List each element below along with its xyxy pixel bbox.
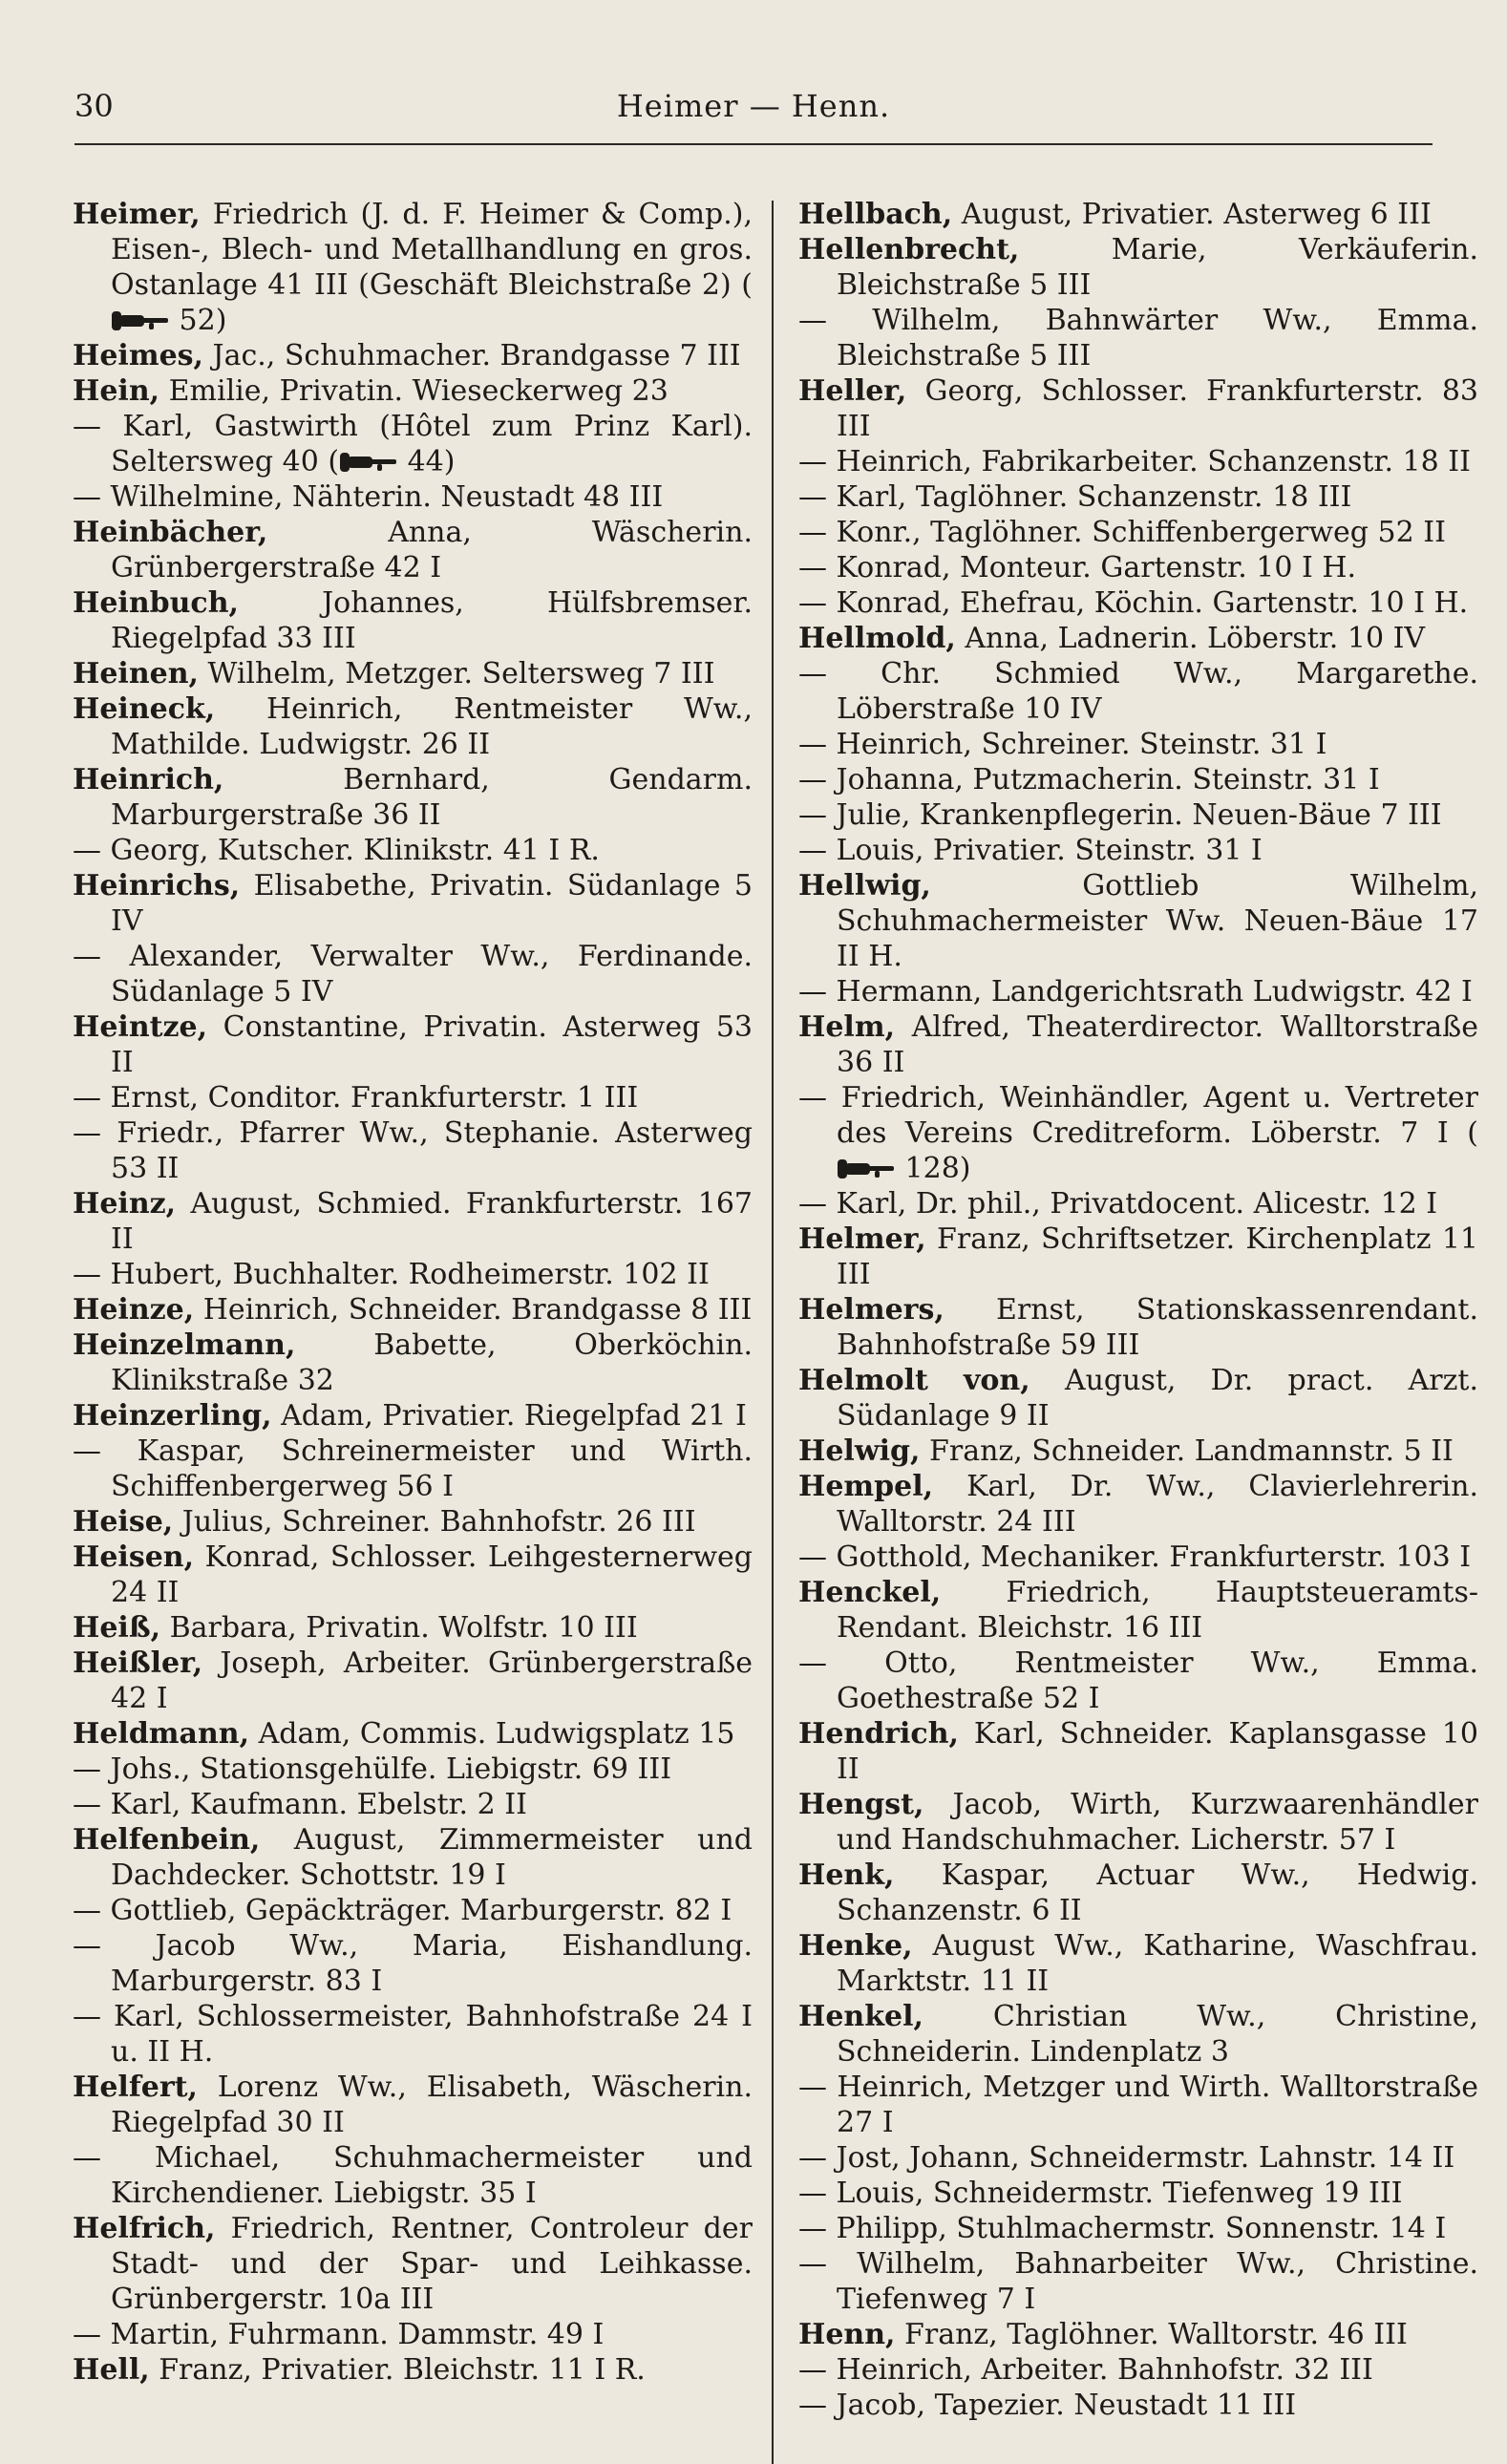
entry-details: — Wilhelm, Bahnarbeiter Ww., Christine. Tiefenweg 7 I [798,2247,1478,2316]
entry-surname: Hengst, [798,1788,924,1821]
entry-details: — Konr., Taglöhner. Schiffenbergerweg 52 II [798,516,1446,549]
directory-entry [73,197,753,338]
directory-entry [73,373,753,409]
entry-details: Karl, Schneider. Kaplansgasse 10 II [837,1717,1478,1786]
entry-surname: Heißler, [73,1646,203,1680]
directory-entry [73,1434,753,1504]
entry-details: Adam, Privatier. Riegelpfad 21 I [281,1399,747,1433]
entry-surname: Heimer, [73,198,201,231]
directory-entry [73,1893,753,1928]
telephone-number: 128) [896,1152,971,1185]
entry-details: Anna, Wäscherin. Grünbergerstraße 42 I [111,516,753,584]
entry-details: Adam, Commis. Ludwigsplatz 15 [258,1717,735,1751]
entry-details: Karl, Dr. Ww., Clavierlehrerin. Walltorstr. 24 III [837,1470,1478,1539]
directory-entry [798,1221,1478,1292]
directory-entry [798,197,1478,232]
directory-entry [73,585,753,656]
entry-details: August, Dr. pract. Arzt. Südanlage 9 II [837,1364,1479,1433]
entry-details: Franz, Schriftsetzer. Kirchenplatz 11 III [837,1222,1478,1291]
directory-entry [798,550,1478,585]
entry-details: — Karl, Schlossermeister, Bahnhofstraße 24 I u. II H. [73,2000,753,2069]
entry-surname: Heisen, [73,1540,195,1574]
entry-details: — Ernst, Conditor. Frankfurterstr. 1 III [73,1081,639,1115]
directory-entry [73,1292,753,1328]
entry-details: Jac., Schuhmacher. Brandgasse 7 III [212,339,741,372]
directory-entry [798,1363,1478,1434]
right-column [798,197,1478,2423]
directory-entry [73,515,753,585]
entry-surname: Heinzelmann, [73,1328,296,1362]
directory-entry [73,479,753,515]
entry-details: — Michael, Schuhmachermeister und Kirchendiener. Liebigstr. 35 I [73,2141,753,2210]
directory-entry [798,2176,1478,2211]
directory-entry [73,833,753,868]
entry-details: Jacob, Wirth, Kurzwaarenhändler und Handschuhmacher. Licherstr. 57 I [837,1788,1478,1857]
directory-entry [73,939,753,1009]
entry-surname: Helfrich, [73,2212,216,2245]
entry-details: Georg, Schlosser. Frankfurterstr. 83 III [837,374,1478,443]
entry-details: — Jacob Ww., Maria, Eishandlung. Marburgerstr. 83 I [73,1929,753,1998]
directory-entry [73,762,753,833]
directory-entry [798,2352,1478,2388]
directory-entry [798,232,1478,303]
entry-surname: Helmolt von, [798,1364,1030,1397]
entry-details: Friedrich, Rentner, Controleur der Stadt- und der Spar- und Leihkasse. Grünbergerstr. 10a III [111,2212,753,2316]
left-column [73,197,753,2388]
directory-entry [798,727,1478,762]
directory-entry [798,868,1478,974]
entry-details: August, Schmied. Frankfurterstr. 167 II [111,1187,753,1256]
entry-details: Franz, Taglöhner. Walltorstr. 46 III [904,2318,1408,2351]
entry-details: — Friedrich, Weinhändler, Agent u. Vertreter des Vereins Creditreform. Löberstr. 7 I ( [798,1081,1478,1150]
directory-entry [73,1115,753,1186]
entry-details: — Philipp, Stuhlmachermstr. Sonnenstr. 14 I [798,2212,1447,2245]
entry-surname: Heintze, [73,1010,208,1044]
entry-surname: Henk, [798,1859,895,1892]
entry-details: — Hermann, Landgerichtsrath Ludwigstr. 42 I [798,975,1473,1009]
entry-details: Friedrich, Hauptsteueramts-Rendant. Bleichstr. 16 III [837,1576,1478,1645]
directory-entry [73,1928,753,1999]
directory-entry [73,1787,753,1822]
entry-details: Christian Ww., Christine, Schneiderin. Lindenplatz 3 [837,2000,1478,2069]
entry-details: — Friedr., Pfarrer Ww., Stephanie. Asterweg 53 II [73,1116,753,1185]
entry-details: Franz, Privatier. Bleichstr. 11 I R. [159,2353,646,2387]
entry-surname: Heinzerling, [73,1399,272,1433]
directory-entry [798,1080,1478,1186]
directory-entry [798,1434,1478,1469]
entry-surname: Heinze, [73,1293,195,1327]
directory-entry [798,479,1478,515]
directory-entry [73,1009,753,1080]
directory-entry [798,2140,1478,2176]
entry-details: — Jost, Johann, Schneidermstr. Lahnstr. 14 II [798,2141,1455,2175]
entry-details: Marie, Verkäuferin. Bleichstraße 5 III [837,233,1478,302]
directory-entry [798,762,1478,797]
entry-surname: Hellwig, [798,869,931,903]
page-number: 30 [74,88,114,124]
directory-entry [798,2246,1478,2317]
entry-details: — Martin, Fuhrmann. Dammstr. 49 I [73,2318,605,2351]
entry-details: Babette, Oberköchin. Klinikstraße 32 [111,1328,753,1397]
entry-details: Gottlieb Wilhelm, Schuhmachermeister Ww. Neuen-Bäue 17 II H. [837,869,1478,973]
directory-entry [73,1257,753,1292]
entry-details: — Gotthold, Mechaniker. Frankfurterstr. 103 I [798,1540,1472,1574]
directory-entry [73,868,753,939]
entry-surname: Hellenbrecht, [798,233,1020,266]
directory-entry [798,1999,1478,2070]
directory-entry [798,621,1478,656]
entry-surname: Henn, [798,2318,896,2351]
telephone-hand-icon [837,1158,896,1180]
directory-entry [798,1575,1478,1646]
entry-surname: Heinen, [73,657,199,690]
directory-entry [798,2317,1478,2352]
entry-surname: Hein, [73,374,160,408]
directory-entry [73,1646,753,1716]
entry-details: — Louis, Schneidermstr. Tiefenweg 19 III [798,2177,1403,2210]
entry-surname: Henckel, [798,1576,942,1609]
entry-details: — Karl, Kaufmann. Ebelstr. 2 II [73,1788,527,1821]
entry-surname: Hell, [73,2353,150,2387]
entry-surname: Hellbach, [798,198,953,231]
entry-surname: Heimes, [73,339,203,372]
entry-details: — Jacob, Tapezier. Neustadt 11 III [798,2389,1297,2422]
entry-details: Ernst, Stationskassenrendant. Bahnhofstraße 59 III [837,1293,1478,1362]
directory-entry [73,1186,753,1257]
entry-details: — Heinrich, Metzger und Wirth. Walltorstraße 27 I [798,2071,1478,2139]
entry-details: Konrad, Schlosser. Leihgesternerweg 24 II [111,1540,753,1609]
directory-entry [73,2352,753,2388]
directory-entry [73,2317,753,2352]
entry-details: — Kaspar, Schreinermeister und Wirth. Schiffenbergerweg 56 I [73,1434,753,1503]
entry-details: — Wilhelmine, Nähterin. Neustadt 48 III [73,480,664,514]
entry-surname: Heinz, [73,1187,177,1221]
directory-entry [73,1540,753,1610]
directory-entry [798,797,1478,833]
directory-entry [73,656,753,691]
entry-details: — Johs., Stationsgehülfe. Liebigstr. 69 III [73,1752,672,1786]
entry-details: Friedrich (J. d. F. Heimer & Comp.), Eisen-, Blech- und Metallhandlung en gros. Ostanlage 41 III (Geschäft Bleichstraße 2) ( [111,198,753,302]
entry-details: — Alexander, Verwalter Ww., Ferdinande. Südanlage 5 IV [73,940,753,1009]
entry-surname: Heinbächer, [73,516,268,549]
directory-entry [798,1469,1478,1540]
directory-entry [73,1080,753,1115]
entry-surname: Heinrich, [73,763,224,797]
entry-details: Heinrich, Schneider. Brandgasse 8 III [202,1293,753,1327]
entry-surname: Henke, [798,1929,913,1963]
directory-entry [798,303,1478,373]
entry-details: Constantine, Privatin. Asterweg 53 II [111,1010,753,1079]
entry-details: Alfred, Theaterdirector. Walltorstraße 36 II [837,1010,1478,1079]
directory-entry [798,1009,1478,1080]
entry-surname: Hempel, [798,1470,934,1503]
directory-entry [798,515,1478,550]
entry-details: Joseph, Arbeiter. Grünbergerstraße 42 I [111,1646,753,1715]
directory-entry [73,2070,753,2140]
entry-surname: Helwig, [798,1434,921,1468]
running-head: Heimer — Henn. [616,88,891,124]
telephone-number: 44) [398,445,456,478]
entry-details: Wilhelm, Metzger. Seltersweg 7 III [207,657,715,690]
entry-details: Franz, Schneider. Landmannstr. 5 II [929,1434,1454,1468]
directory-entry [73,1999,753,2070]
entry-details: Julius, Schreiner. Bahnhofstr. 26 III [181,1505,696,1539]
directory-entry [798,1186,1478,1221]
directory-entry [798,974,1478,1009]
entry-details: Kaspar, Actuar Ww., Hedwig. Schanzenstr. 6 II [837,1859,1478,1927]
entry-details: — Heinrich, Fabrikarbeiter. Schanzenstr. 18 II [798,445,1471,478]
directory-entry [798,656,1478,727]
header-rule [74,143,1433,145]
page-header [74,88,1433,141]
entry-details: Emilie, Privatin. Wieseckerweg 23 [168,374,669,408]
directory-entry [73,2140,753,2211]
directory-entry [798,2211,1478,2246]
entry-surname: Heineck, [73,692,216,726]
telephone-hand-icon [111,309,170,332]
entry-details: — Wilhelm, Bahnwärter Ww., Emma. Bleichstraße 5 III [798,304,1478,372]
entry-details: — Konrad, Monteur. Gartenstr. 10 I H. [798,551,1357,584]
entry-surname: Heinrichs, [73,869,241,903]
directory-entry [798,2070,1478,2140]
directory-entry [73,2211,753,2317]
directory-entry [73,1822,753,1893]
directory-entry [73,1504,753,1540]
entry-details: August, Privatier. Asterweg 6 III [961,198,1432,231]
entry-details: August, Zimmermeister und Dachdecker. Schottstr. 19 I [111,1823,753,1892]
entry-details: — Karl, Gastwirth (Hôtel zum Prinz Karl). Seltersweg 40 ( [73,410,753,478]
directory-entry [798,585,1478,621]
entry-surname: Helfert, [73,2071,198,2104]
directory-entry [73,1398,753,1434]
entry-surname: Heldmann, [73,1717,250,1751]
directory-entry [798,1540,1478,1575]
entry-details: Bernhard, Gendarm. Marburgerstraße 36 II [111,763,753,832]
entry-surname: Hellmold, [798,622,956,655]
telephone-hand-icon [339,451,398,474]
entry-details: — Georg, Kutscher. Klinikstr. 41 I R. [73,834,600,867]
entry-details: Lorenz Ww., Elisabeth, Wäscherin. Riegelpfad 30 II [111,2071,753,2139]
entry-details: Elisabethe, Privatin. Südanlage 5 IV [111,869,753,938]
entry-details: — Konrad, Ehefrau, Köchin. Gartenstr. 10 I H. [798,586,1469,620]
entry-surname: Helm, [798,1010,896,1044]
directory-entry [798,1928,1478,1999]
entry-surname: Helmer, [798,1222,926,1256]
entry-details: Heinrich, Rentmeister Ww., Mathilde. Ludwigstr. 26 II [111,692,753,761]
column-divider [772,201,774,2464]
directory-entry [73,1716,753,1752]
entry-surname: Hendrich, [798,1717,959,1751]
entry-details: — Chr. Schmied Ww., Margarethe. Löberstraße 10 IV [798,657,1478,726]
directory-entry [73,338,753,373]
entry-surname: Helfenbein, [73,1823,261,1857]
directory-entry [798,1787,1478,1858]
telephone-number: 52) [170,304,227,337]
directory-entry [73,1610,753,1646]
directory-entry [798,1292,1478,1363]
directory-entry [798,2388,1478,2423]
directory-entry [73,409,753,479]
entry-details: — Julie, Krankenpflegerin. Neuen-Bäue 7 III [798,798,1442,832]
entry-details: — Karl, Taglöhner. Schanzenstr. 18 III [798,480,1352,514]
entry-details: Anna, Ladnerin. Löberstr. 10 IV [965,622,1426,655]
entry-surname: Heinbuch, [73,586,239,620]
entry-details: — Hubert, Buchhalter. Rodheimerstr. 102 II [73,1258,710,1291]
entry-details: — Heinrich, Arbeiter. Bahnhofstr. 32 III [798,2353,1373,2387]
directory-entry [798,444,1478,479]
entry-details: — Gottlieb, Gepäckträger. Marburgerstr. 82 I [73,1894,732,1927]
entry-details: Barbara, Privatin. Wolfstr. 10 III [169,1611,638,1645]
entry-details: Johannes, Hülfsbremser. Riegelpfad 33 III [111,586,753,655]
directory-entry [798,1646,1478,1716]
directory-entry [798,1716,1478,1787]
directory-entry [798,833,1478,868]
entry-surname: Henkel, [798,2000,923,2033]
directory-entry [73,1752,753,1787]
entry-details: — Johanna, Putzmacherin. Steinstr. 31 I [798,763,1380,797]
entry-details: — Louis, Privatier. Steinstr. 31 I [798,834,1263,867]
directory-entry [73,1328,753,1398]
entry-surname: Heller, [798,374,907,408]
entry-surname: Heiß, [73,1611,161,1645]
entry-details: — Heinrich, Schreiner. Steinstr. 31 I [798,728,1327,761]
entry-surname: Heise, [73,1505,174,1539]
entry-surname: Helmers, [798,1293,945,1327]
entry-details: — Otto, Rentmeister Ww., Emma. Goethestraße 52 I [798,1646,1478,1715]
directory-entry [798,373,1478,444]
directory-entry [73,691,753,762]
entry-details: — Karl, Dr. phil., Privatdocent. Alicestr. 12 I [798,1187,1438,1221]
directory-entry [798,1858,1478,1928]
entry-details: August Ww., Katharine, Waschfrau. Marktstr. 11 II [837,1929,1478,1998]
